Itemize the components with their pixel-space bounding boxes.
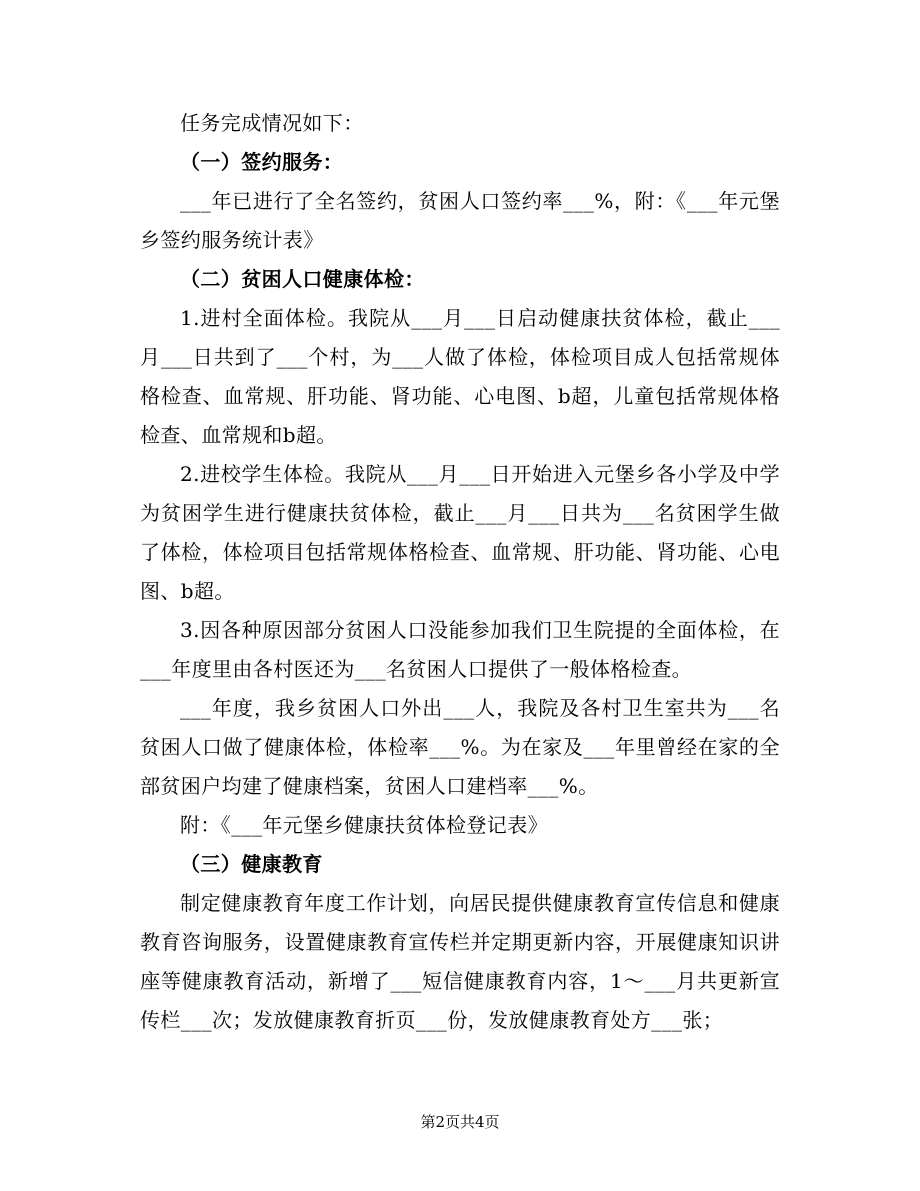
section-heading-signing: （一）签约服务：: [180, 150, 344, 174]
general-check-paragraph: 3.因各种原因部分贫困人口没能参加我们卫生院提的全面体检，在___年度里由各村医还为___名贫困人口提供了一般体格检查。: [140, 618, 780, 681]
signing-paragraph: ___年已进行了全名签约，贫困人口签约率___%，附：《___年元堡乡签约服务统计表》: [140, 189, 780, 252]
check-attachment-paragraph: 附：《___年元堡乡健康扶贫体检登记表》: [180, 813, 548, 837]
page-number-footer: 第2页共4页: [420, 1113, 500, 1131]
education-paragraph: 制定健康教育年度工作计划，向居民提供健康教育宣传信息和健康教育咨询服务，设置健康教育宣传栏并定期更新内容，开展健康知识讲座等健康教育活动，新增了___短信健康教育内容，1～___月共更新宣传栏___次；发放健康教育折页___份，发放健康教育处方___张；: [140, 891, 780, 1032]
section-heading-health-education: （三）健康教育: [180, 852, 323, 876]
section-heading-health-check: （二）贫困人口健康体检：: [180, 267, 425, 291]
intro-paragraph: 任务完成情况如下：: [180, 111, 364, 135]
document-body: [140, 104, 780, 1040]
check-rate-paragraph: ___年度，我乡贫困人口外出___人，我院及各村卫生室共为___名贫困人口做了健康体检，体检率___%。为在家及___年里曾经在家的全部贫困户均建了健康档案，贫困人口建档率___%。: [140, 696, 780, 798]
village-check-paragraph: 1.进村全面体检。我院从___月___日启动健康扶贫体检，截止___月___日共到了___个村，为___人做了体检，体检项目成人包括常规体格检查、血常规、肝功能、肾功能、心电图、b超，儿童包括常规体格检查、血常规和b超。: [140, 306, 780, 447]
school-check-paragraph: 2.进校学生体检。我院从___月___日开始进入元堡乡各小学及中学为贫困学生进行健康扶贫体检，截止___月___日共为___名贫困学生做了体检，体检项目包括常规体格检查、血常规、肝功能、肾功能、心电图、b超。: [140, 462, 780, 603]
